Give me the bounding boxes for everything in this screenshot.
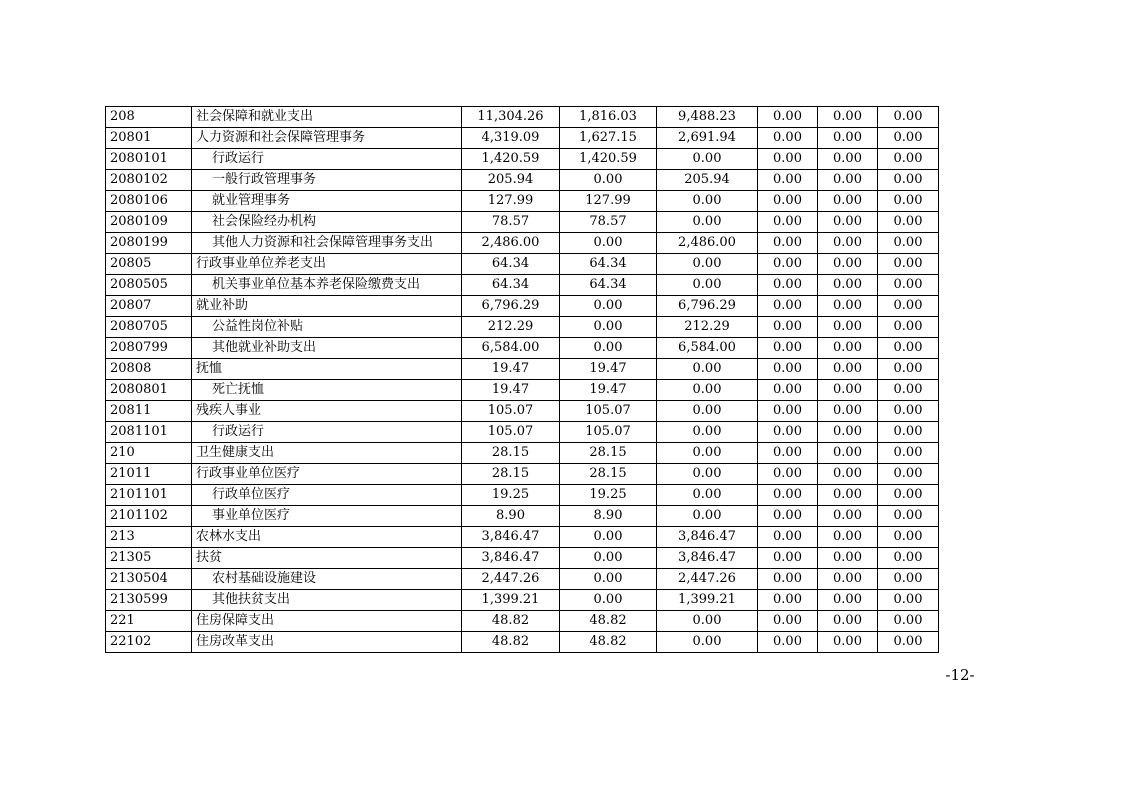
amount-cell: 0.00 <box>878 212 939 233</box>
subject-name-cell: 其他人力资源和社会保障管理事务支出 <box>192 233 462 254</box>
amount-cell: 0.00 <box>758 296 818 317</box>
amount-cell: 0.00 <box>758 128 818 149</box>
amount-cell: 28.15 <box>560 464 657 485</box>
table-row <box>106 401 939 422</box>
amount-cell: 0.00 <box>818 401 878 422</box>
amount-cell: 3,846.47 <box>462 527 560 548</box>
subject-code-cell: 20811 <box>106 401 192 422</box>
subject-name-cell: 住房改革支出 <box>192 632 462 653</box>
amount-cell: 0.00 <box>758 632 818 653</box>
subject-name-cell: 社会保障和就业支出 <box>192 107 462 128</box>
amount-cell: 19.47 <box>560 359 657 380</box>
subject-name-cell: 就业补助 <box>192 296 462 317</box>
table-row <box>106 233 939 254</box>
amount-cell: 0.00 <box>878 149 939 170</box>
subject-name-cell: 扶贫 <box>192 548 462 569</box>
amount-cell: 0.00 <box>758 569 818 590</box>
amount-cell: 78.57 <box>462 212 560 233</box>
amount-cell: 0.00 <box>818 107 878 128</box>
amount-cell: 0.00 <box>758 464 818 485</box>
amount-cell: 0.00 <box>758 338 818 359</box>
table-row <box>106 359 939 380</box>
amount-cell: 0.00 <box>818 569 878 590</box>
table-row <box>106 632 939 653</box>
subject-code-cell: 20805 <box>106 254 192 275</box>
amount-cell: 0.00 <box>818 191 878 212</box>
amount-cell: 0.00 <box>657 212 758 233</box>
table-row <box>106 191 939 212</box>
amount-cell: 212.29 <box>462 317 560 338</box>
subject-code-cell: 2080801 <box>106 380 192 401</box>
table-row <box>106 527 939 548</box>
amount-cell: 0.00 <box>560 590 657 611</box>
subject-name-cell: 行政事业单位医疗 <box>192 464 462 485</box>
amount-cell: 0.00 <box>818 338 878 359</box>
table-row <box>106 149 939 170</box>
subject-code-cell: 2080102 <box>106 170 192 191</box>
amount-cell: 1,399.21 <box>657 590 758 611</box>
subject-code-cell: 2080109 <box>106 212 192 233</box>
amount-cell: 1,399.21 <box>462 590 560 611</box>
table-row <box>106 548 939 569</box>
amount-cell: 0.00 <box>878 422 939 443</box>
amount-cell: 0.00 <box>878 527 939 548</box>
subject-code-cell: 21305 <box>106 548 192 569</box>
amount-cell: 0.00 <box>758 149 818 170</box>
amount-cell: 0.00 <box>878 632 939 653</box>
amount-cell: 0.00 <box>878 485 939 506</box>
subject-code-cell: 2080106 <box>106 191 192 212</box>
amount-cell: 0.00 <box>818 212 878 233</box>
amount-cell: 0.00 <box>818 275 878 296</box>
amount-cell: 0.00 <box>758 611 818 632</box>
table-body <box>106 107 939 653</box>
amount-cell: 0.00 <box>560 233 657 254</box>
amount-cell: 0.00 <box>878 548 939 569</box>
table-row <box>106 128 939 149</box>
subject-name-cell: 住房保障支出 <box>192 611 462 632</box>
amount-cell: 0.00 <box>758 401 818 422</box>
subject-code-cell: 20808 <box>106 359 192 380</box>
amount-cell: 0.00 <box>758 422 818 443</box>
amount-cell: 64.34 <box>560 254 657 275</box>
amount-cell: 0.00 <box>758 590 818 611</box>
amount-cell: 0.00 <box>560 338 657 359</box>
subject-name-cell: 残疾人事业 <box>192 401 462 422</box>
subject-name-cell: 一般行政管理事务 <box>192 170 462 191</box>
table-row <box>106 506 939 527</box>
amount-cell: 0.00 <box>878 170 939 191</box>
table-row <box>106 422 939 443</box>
amount-cell: 19.25 <box>462 485 560 506</box>
subject-name-cell: 事业单位医疗 <box>192 506 462 527</box>
amount-cell: 1,627.15 <box>560 128 657 149</box>
table-row <box>106 296 939 317</box>
amount-cell: 0.00 <box>657 401 758 422</box>
subject-code-cell: 2081101 <box>106 422 192 443</box>
amount-cell: 0.00 <box>560 569 657 590</box>
table-row <box>106 107 939 128</box>
amount-cell: 0.00 <box>818 233 878 254</box>
amount-cell: 6,584.00 <box>462 338 560 359</box>
amount-cell: 11,304.26 <box>462 107 560 128</box>
amount-cell: 0.00 <box>818 296 878 317</box>
amount-cell: 64.34 <box>462 254 560 275</box>
amount-cell: 48.82 <box>560 632 657 653</box>
table-row <box>106 443 939 464</box>
amount-cell: 0.00 <box>878 107 939 128</box>
amount-cell: 0.00 <box>758 233 818 254</box>
amount-cell: 0.00 <box>657 464 758 485</box>
subject-name-cell: 公益性岗位补贴 <box>192 317 462 338</box>
amount-cell: 2,447.26 <box>462 569 560 590</box>
amount-cell: 0.00 <box>878 590 939 611</box>
table-row <box>106 275 939 296</box>
amount-cell: 0.00 <box>657 359 758 380</box>
subject-name-cell: 人力资源和社会保障管理事务 <box>192 128 462 149</box>
amount-cell: 0.00 <box>818 170 878 191</box>
amount-cell: 48.82 <box>560 611 657 632</box>
amount-cell: 105.07 <box>462 401 560 422</box>
amount-cell: 0.00 <box>878 464 939 485</box>
subject-name-cell: 就业管理事务 <box>192 191 462 212</box>
amount-cell: 0.00 <box>878 401 939 422</box>
amount-cell: 0.00 <box>758 548 818 569</box>
table-row <box>106 338 939 359</box>
table-row <box>106 485 939 506</box>
amount-cell: 0.00 <box>560 317 657 338</box>
budget-expenditure-table <box>105 106 939 653</box>
amount-cell: 105.07 <box>560 401 657 422</box>
subject-code-cell: 2101101 <box>106 485 192 506</box>
amount-cell: 28.15 <box>462 464 560 485</box>
amount-cell: 105.07 <box>462 422 560 443</box>
subject-code-cell: 21011 <box>106 464 192 485</box>
table-row <box>106 212 939 233</box>
amount-cell: 0.00 <box>818 380 878 401</box>
subject-code-cell: 208 <box>106 107 192 128</box>
amount-cell: 64.34 <box>462 275 560 296</box>
amount-cell: 0.00 <box>818 632 878 653</box>
amount-cell: 9,488.23 <box>657 107 758 128</box>
amount-cell: 0.00 <box>657 149 758 170</box>
subject-code-cell: 20801 <box>106 128 192 149</box>
amount-cell: 28.15 <box>462 443 560 464</box>
subject-code-cell: 2080705 <box>106 317 192 338</box>
table-row <box>106 611 939 632</box>
amount-cell: 64.34 <box>560 275 657 296</box>
table-row <box>106 170 939 191</box>
subject-code-cell: 2080199 <box>106 233 192 254</box>
amount-cell: 0.00 <box>657 275 758 296</box>
subject-name-cell: 卫生健康支出 <box>192 443 462 464</box>
amount-cell: 28.15 <box>560 443 657 464</box>
amount-cell: 0.00 <box>560 548 657 569</box>
amount-cell: 0.00 <box>878 380 939 401</box>
amount-cell: 0.00 <box>657 380 758 401</box>
amount-cell: 0.00 <box>758 107 818 128</box>
amount-cell: 0.00 <box>818 317 878 338</box>
subject-code-cell: 213 <box>106 527 192 548</box>
amount-cell: 6,796.29 <box>462 296 560 317</box>
amount-cell: 1,420.59 <box>462 149 560 170</box>
amount-cell: 0.00 <box>818 149 878 170</box>
subject-name-cell: 抚恤 <box>192 359 462 380</box>
amount-cell: 205.94 <box>657 170 758 191</box>
amount-cell: 19.47 <box>462 380 560 401</box>
amount-cell: 0.00 <box>878 233 939 254</box>
subject-code-cell: 2080101 <box>106 149 192 170</box>
subject-name-cell: 农林水支出 <box>192 527 462 548</box>
amount-cell: 48.82 <box>462 611 560 632</box>
amount-cell: 19.47 <box>462 359 560 380</box>
amount-cell: 1,420.59 <box>560 149 657 170</box>
amount-cell: 0.00 <box>878 443 939 464</box>
subject-code-cell: 210 <box>106 443 192 464</box>
amount-cell: 2,447.26 <box>657 569 758 590</box>
amount-cell: 0.00 <box>657 443 758 464</box>
amount-cell: 0.00 <box>758 359 818 380</box>
subject-code-cell: 221 <box>106 611 192 632</box>
amount-cell: 0.00 <box>878 338 939 359</box>
amount-cell: 0.00 <box>818 422 878 443</box>
amount-cell: 0.00 <box>818 485 878 506</box>
table-row <box>106 380 939 401</box>
amount-cell: 0.00 <box>758 170 818 191</box>
amount-cell: 0.00 <box>878 254 939 275</box>
amount-cell: 0.00 <box>657 506 758 527</box>
amount-cell: 105.07 <box>560 422 657 443</box>
subject-name-cell: 其他就业补助支出 <box>192 338 462 359</box>
amount-cell: 2,486.00 <box>462 233 560 254</box>
page-number: -12- <box>945 666 975 684</box>
subject-name-cell: 社会保险经办机构 <box>192 212 462 233</box>
subject-code-cell: 2080505 <box>106 275 192 296</box>
amount-cell: 0.00 <box>758 380 818 401</box>
amount-cell: 3,846.47 <box>657 548 758 569</box>
amount-cell: 0.00 <box>818 611 878 632</box>
amount-cell: 0.00 <box>657 191 758 212</box>
amount-cell: 0.00 <box>560 296 657 317</box>
amount-cell: 205.94 <box>462 170 560 191</box>
amount-cell: 0.00 <box>758 254 818 275</box>
subject-name-cell: 行政事业单位养老支出 <box>192 254 462 275</box>
amount-cell: 0.00 <box>818 527 878 548</box>
table-row <box>106 590 939 611</box>
table-row <box>106 569 939 590</box>
amount-cell: 0.00 <box>657 254 758 275</box>
amount-cell: 0.00 <box>758 527 818 548</box>
amount-cell: 0.00 <box>818 359 878 380</box>
amount-cell: 3,846.47 <box>462 548 560 569</box>
subject-name-cell: 其他扶贫支出 <box>192 590 462 611</box>
amount-cell: 0.00 <box>560 170 657 191</box>
amount-cell: 0.00 <box>758 212 818 233</box>
subject-name-cell: 行政单位医疗 <box>192 485 462 506</box>
amount-cell: 78.57 <box>560 212 657 233</box>
amount-cell: 0.00 <box>878 128 939 149</box>
amount-cell: 0.00 <box>657 611 758 632</box>
subject-code-cell: 22102 <box>106 632 192 653</box>
subject-code-cell: 2130599 <box>106 590 192 611</box>
amount-cell: 0.00 <box>818 590 878 611</box>
amount-cell: 0.00 <box>657 632 758 653</box>
amount-cell: 0.00 <box>758 443 818 464</box>
amount-cell: 0.00 <box>878 611 939 632</box>
amount-cell: 127.99 <box>462 191 560 212</box>
amount-cell: 6,584.00 <box>657 338 758 359</box>
amount-cell: 2,486.00 <box>657 233 758 254</box>
amount-cell: 212.29 <box>657 317 758 338</box>
amount-cell: 0.00 <box>657 485 758 506</box>
amount-cell: 0.00 <box>758 506 818 527</box>
subject-name-cell: 行政运行 <box>192 422 462 443</box>
amount-cell: 19.47 <box>560 380 657 401</box>
subject-code-cell: 2101102 <box>106 506 192 527</box>
subject-code-cell: 2130504 <box>106 569 192 590</box>
subject-name-cell: 农村基础设施建设 <box>192 569 462 590</box>
subject-name-cell: 行政运行 <box>192 149 462 170</box>
amount-cell: 0.00 <box>878 506 939 527</box>
amount-cell: 0.00 <box>818 128 878 149</box>
table-row <box>106 464 939 485</box>
amount-cell: 19.25 <box>560 485 657 506</box>
amount-cell: 127.99 <box>560 191 657 212</box>
amount-cell: 0.00 <box>818 548 878 569</box>
subject-name-cell: 死亡抚恤 <box>192 380 462 401</box>
amount-cell: 3,846.47 <box>657 527 758 548</box>
amount-cell: 0.00 <box>818 464 878 485</box>
amount-cell: 0.00 <box>758 317 818 338</box>
amount-cell: 0.00 <box>758 191 818 212</box>
amount-cell: 0.00 <box>560 527 657 548</box>
table-row <box>106 317 939 338</box>
amount-cell: 0.00 <box>818 506 878 527</box>
amount-cell: 0.00 <box>758 275 818 296</box>
amount-cell: 6,796.29 <box>657 296 758 317</box>
amount-cell: 48.82 <box>462 632 560 653</box>
subject-code-cell: 2080799 <box>106 338 192 359</box>
amount-cell: 1,816.03 <box>560 107 657 128</box>
amount-cell: 2,691.94 <box>657 128 758 149</box>
amount-cell: 8.90 <box>462 506 560 527</box>
amount-cell: 0.00 <box>878 359 939 380</box>
amount-cell: 0.00 <box>878 275 939 296</box>
amount-cell: 0.00 <box>878 317 939 338</box>
amount-cell: 8.90 <box>560 506 657 527</box>
amount-cell: 4,319.09 <box>462 128 560 149</box>
table-row <box>106 254 939 275</box>
amount-cell: 0.00 <box>818 443 878 464</box>
amount-cell: 0.00 <box>878 569 939 590</box>
amount-cell: 0.00 <box>657 422 758 443</box>
amount-cell: 0.00 <box>878 296 939 317</box>
amount-cell: 0.00 <box>878 191 939 212</box>
subject-name-cell: 机关事业单位基本养老保险缴费支出 <box>192 275 462 296</box>
subject-code-cell: 20807 <box>106 296 192 317</box>
amount-cell: 0.00 <box>758 485 818 506</box>
amount-cell: 0.00 <box>818 254 878 275</box>
